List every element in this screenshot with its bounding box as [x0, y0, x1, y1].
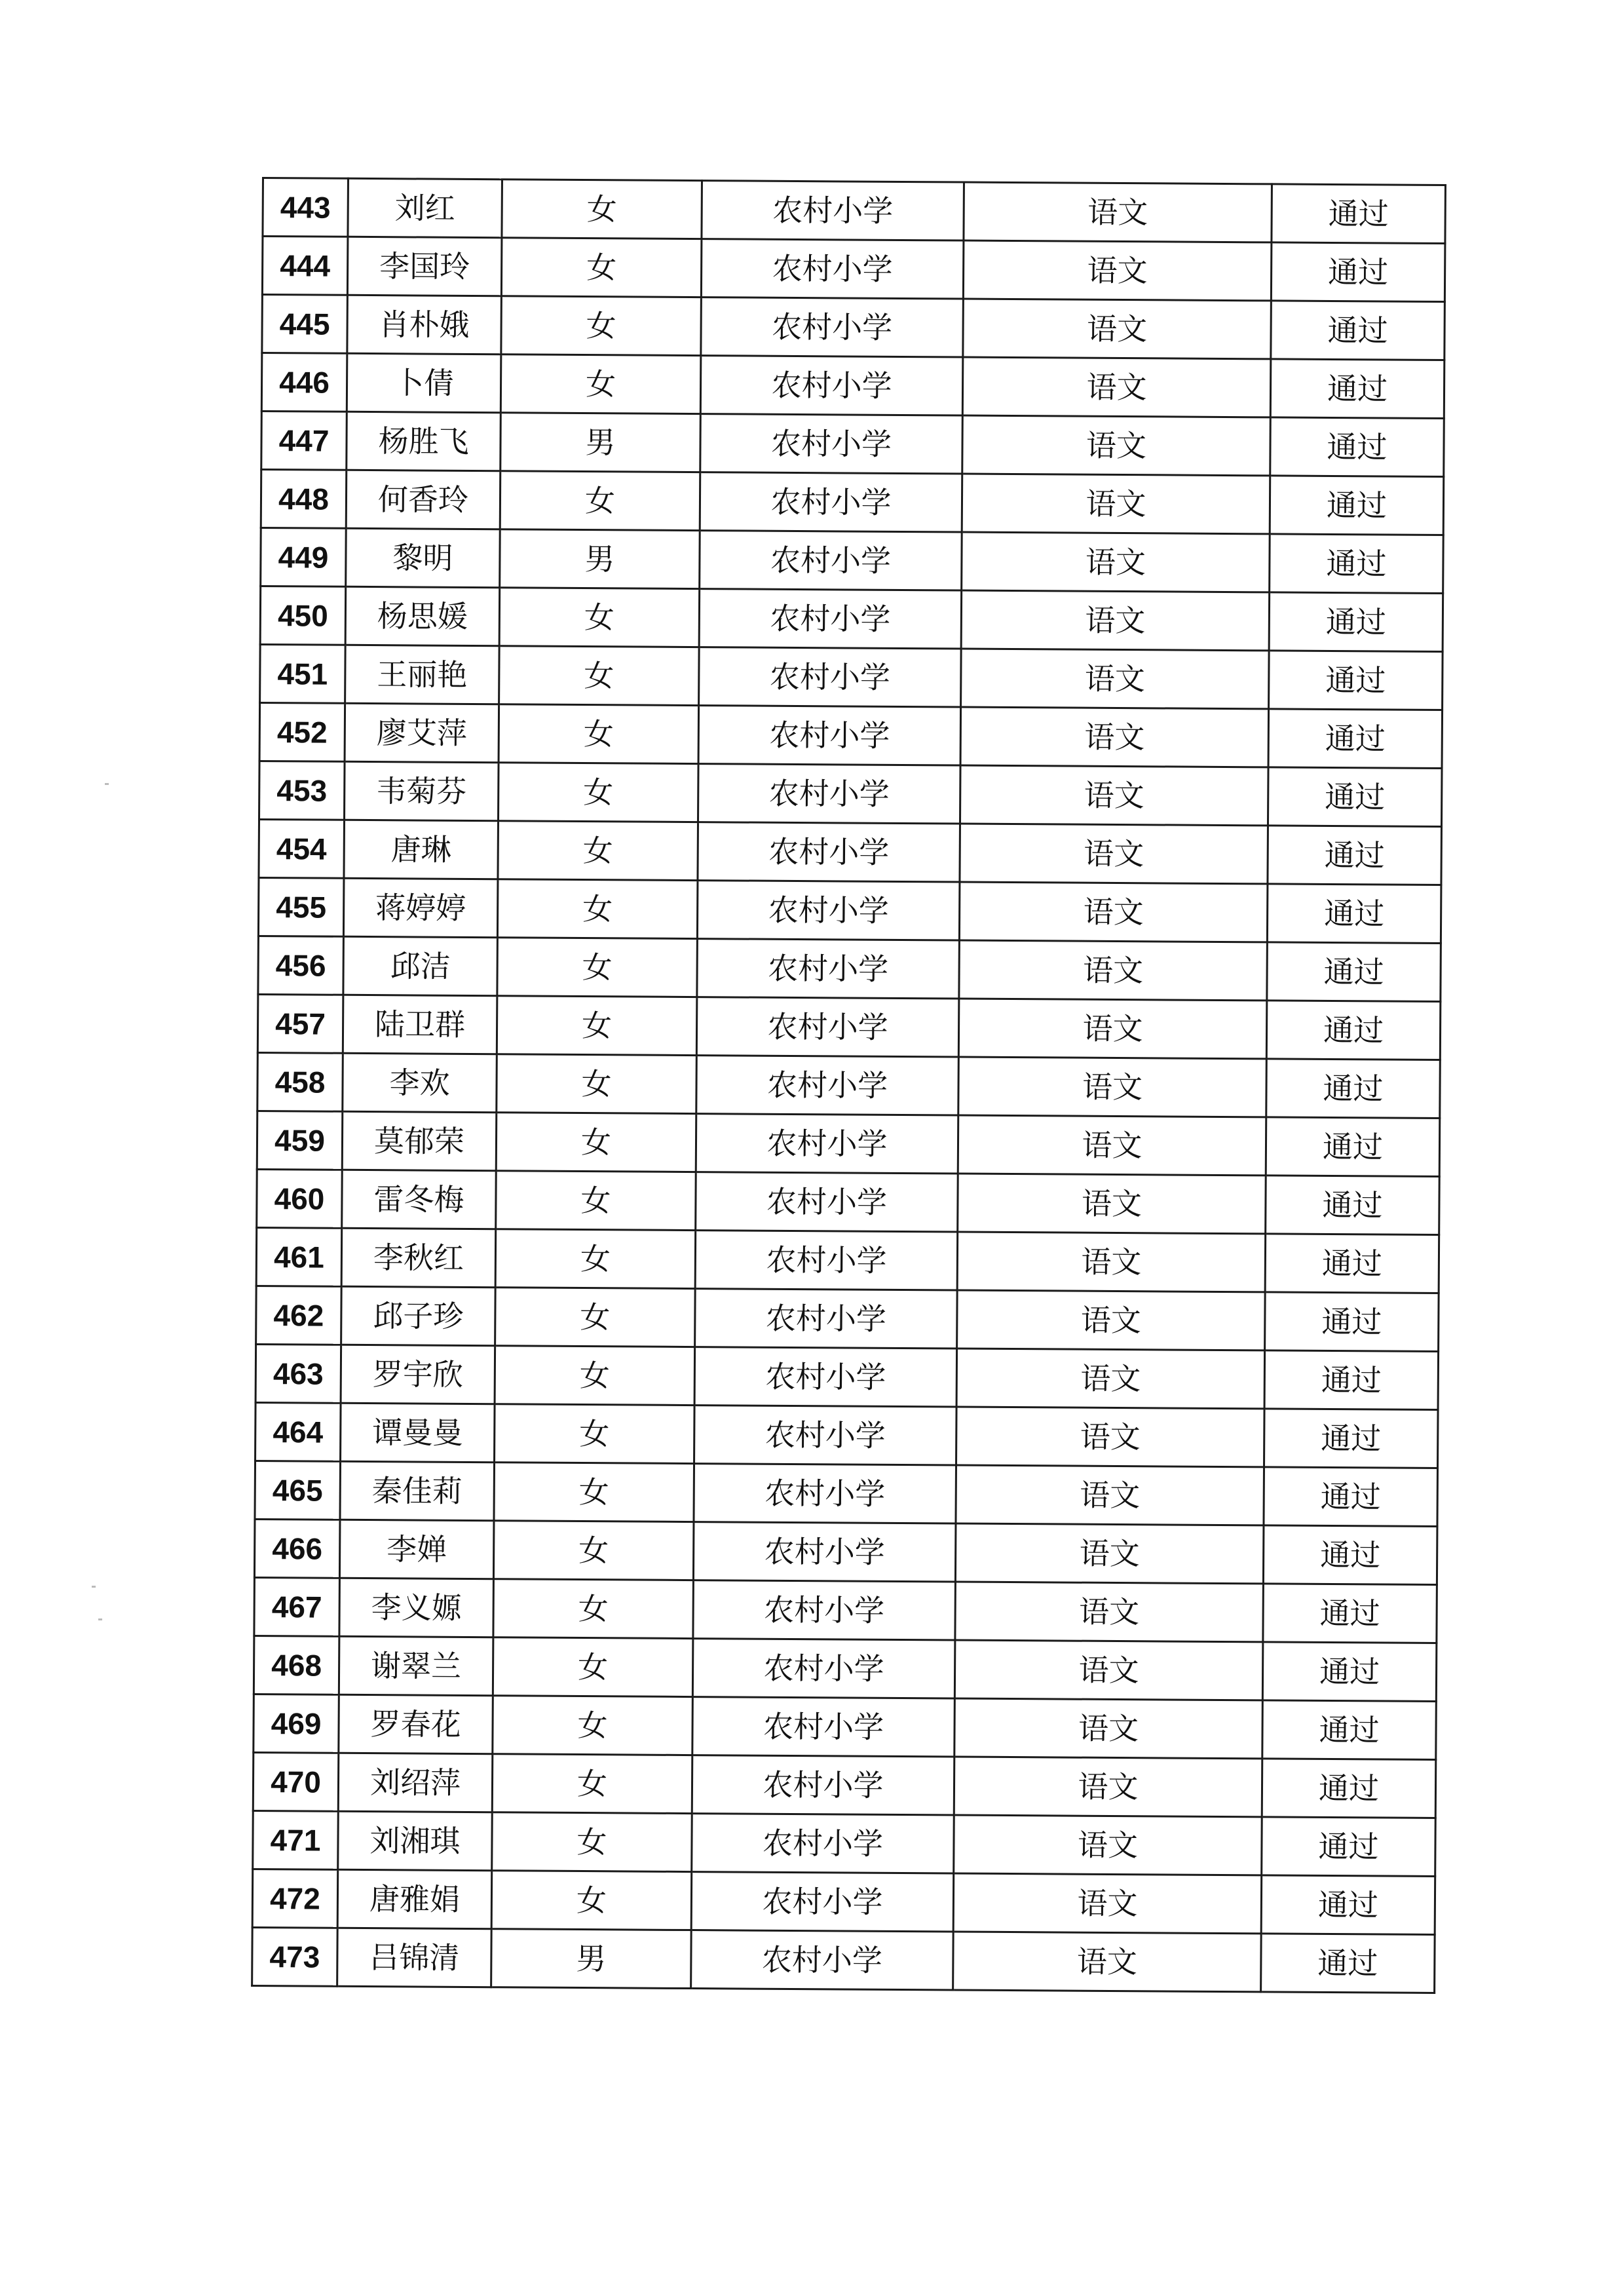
table-row [252, 1869, 1435, 1934]
row-number: 446 [261, 353, 347, 412]
subject-cell: 语文 [959, 882, 1268, 942]
subject-cell: 语文 [964, 182, 1272, 242]
table-row [252, 1927, 1435, 1993]
subject-cell: 语文 [957, 1232, 1266, 1292]
school-type-cell: 农村小学 [696, 1056, 959, 1115]
row-number: 464 [255, 1402, 341, 1461]
result-table-body [252, 178, 1446, 1993]
subject-cell: 语文 [960, 765, 1268, 826]
subject-cell: 语文 [956, 1407, 1265, 1467]
subject-cell: 语文 [953, 1873, 1262, 1934]
gender-cell: 女 [497, 1054, 697, 1114]
candidate-name: 吕锦清 [337, 1928, 492, 1987]
subject-cell: 语文 [963, 299, 1272, 359]
candidate-name: 邱子珍 [341, 1286, 496, 1345]
school-type-cell: 农村小学 [700, 531, 962, 590]
result-cell: 通过 [1262, 1700, 1437, 1760]
table-row [254, 1577, 1437, 1643]
candidate-name: 刘绍萍 [338, 1753, 493, 1812]
row-number: 444 [262, 237, 348, 296]
subject-cell: 语文 [956, 1349, 1265, 1409]
scan-speck [92, 1586, 96, 1588]
gender-cell: 女 [495, 1288, 696, 1347]
subject-cell: 语文 [955, 1523, 1264, 1584]
school-type-cell: 农村小学 [698, 764, 960, 824]
candidate-name: 陆卫群 [343, 995, 497, 1054]
school-type-cell: 农村小学 [702, 181, 964, 240]
gender-cell: 女 [497, 938, 698, 997]
subject-cell: 语文 [958, 1115, 1266, 1176]
result-cell: 通过 [1270, 534, 1444, 594]
candidate-name: 李义嫄 [339, 1578, 494, 1637]
gender-cell: 女 [499, 588, 700, 647]
subject-cell: 语文 [954, 1640, 1263, 1700]
row-number: 465 [255, 1461, 341, 1520]
candidate-name: 秦佳莉 [340, 1461, 495, 1520]
school-type-cell: 农村小学 [692, 1814, 954, 1873]
school-type-cell: 农村小学 [691, 1872, 954, 1932]
result-cell: 通过 [1263, 1525, 1437, 1585]
subject-cell: 语文 [961, 590, 1270, 651]
gender-cell: 女 [500, 354, 701, 414]
table-row [261, 353, 1445, 419]
gender-cell: 女 [499, 704, 699, 764]
table-row [259, 761, 1443, 826]
candidate-name: 李欢 [343, 1053, 497, 1112]
school-type-cell: 农村小学 [693, 1522, 956, 1582]
subject-cell: 语文 [959, 940, 1268, 1001]
subject-cell: 语文 [960, 824, 1268, 884]
gender-cell: 女 [492, 1812, 692, 1872]
school-type-cell: 农村小学 [698, 706, 961, 765]
candidate-name: 杨思媛 [345, 586, 500, 645]
candidate-name: 蒋婷婷 [343, 878, 498, 937]
row-number: 461 [256, 1227, 342, 1286]
school-type-cell: 农村小学 [692, 1755, 954, 1815]
gender-cell: 女 [496, 1113, 696, 1172]
subject-cell: 语文 [955, 1582, 1264, 1642]
candidate-name: 雷冬梅 [342, 1170, 497, 1229]
result-cell: 通过 [1266, 1176, 1440, 1235]
table-row [260, 586, 1443, 651]
table-row [257, 1169, 1440, 1234]
school-type-cell: 农村小学 [696, 997, 959, 1057]
candidate-name: 韦菊芬 [345, 761, 499, 820]
result-cell: 通过 [1265, 1292, 1439, 1352]
gender-cell: 女 [495, 1404, 695, 1464]
candidate-name: 谭曼曼 [341, 1403, 495, 1462]
candidate-name: 杨胜飞 [347, 411, 501, 470]
table-row [262, 295, 1445, 360]
row-number: 460 [257, 1169, 343, 1228]
result-cell: 通过 [1268, 709, 1443, 769]
candidate-name: 罗宇欣 [341, 1345, 495, 1404]
candidate-name: 李秋红 [341, 1228, 496, 1287]
row-number: 454 [259, 819, 345, 878]
row-number: 459 [257, 1111, 343, 1170]
subject-cell: 语文 [954, 1815, 1262, 1875]
row-number: 463 [255, 1344, 341, 1403]
table-row [255, 1461, 1438, 1526]
gender-cell: 女 [501, 238, 702, 297]
subject-cell: 语文 [954, 1698, 1263, 1759]
row-number: 455 [258, 877, 344, 936]
table-row [263, 178, 1446, 244]
subject-cell: 语文 [958, 1174, 1266, 1234]
gender-cell: 女 [493, 1637, 693, 1697]
result-cell: 通过 [1261, 1934, 1435, 1993]
table-row [259, 819, 1442, 885]
result-cell: 通过 [1262, 1642, 1437, 1702]
gender-cell: 女 [502, 180, 702, 239]
row-number: 447 [261, 411, 347, 470]
row-number: 448 [261, 470, 347, 529]
row-number: 452 [259, 702, 345, 761]
result-cell: 通过 [1264, 1467, 1438, 1527]
school-type-cell: 农村小学 [701, 239, 964, 299]
table-row [253, 1810, 1436, 1876]
result-cell: 通过 [1271, 301, 1445, 360]
school-type-cell: 农村小学 [695, 1289, 958, 1349]
row-number: 462 [256, 1286, 342, 1345]
gender-cell: 女 [496, 1171, 696, 1231]
school-type-cell: 农村小学 [694, 1464, 956, 1523]
result-cell: 通过 [1269, 651, 1443, 710]
gender-cell: 女 [493, 1521, 694, 1580]
scan-speck [98, 1618, 102, 1620]
candidate-name: 黎明 [346, 528, 500, 587]
row-number: 443 [263, 178, 349, 237]
gender-cell: 女 [497, 996, 697, 1056]
row-number: 458 [257, 1052, 343, 1111]
school-type-cell: 农村小学 [701, 297, 964, 357]
school-type-cell: 农村小学 [692, 1639, 955, 1698]
subject-cell: 语文 [961, 649, 1270, 709]
candidate-name: 李国玲 [347, 237, 502, 296]
candidate-name: 邱洁 [343, 936, 498, 995]
result-cell: 通过 [1264, 1350, 1439, 1410]
row-number: 472 [252, 1869, 338, 1928]
subject-cell: 语文 [958, 1057, 1267, 1117]
table-row [254, 1519, 1437, 1584]
result-cell: 通过 [1265, 1234, 1439, 1293]
gender-cell: 女 [491, 1871, 692, 1930]
school-type-cell: 农村小学 [700, 472, 962, 532]
school-type-cell: 农村小学 [691, 1930, 954, 1990]
candidate-name: 卜倩 [347, 353, 501, 412]
table-row [255, 1402, 1439, 1468]
result-cell: 通过 [1269, 592, 1443, 652]
result-cell: 通过 [1272, 184, 1446, 244]
gender-cell: 女 [494, 1463, 694, 1522]
table-row [260, 644, 1443, 710]
candidate-name: 刘红 [348, 178, 502, 237]
result-table [251, 177, 1446, 1994]
school-type-cell: 农村小学 [696, 1172, 958, 1232]
row-number: 457 [257, 994, 343, 1053]
candidate-name: 刘湘琪 [338, 1811, 493, 1870]
gender-cell: 女 [498, 821, 698, 881]
table-row [254, 1636, 1437, 1701]
table-row [261, 527, 1444, 593]
gender-cell: 女 [497, 879, 698, 939]
table-row [254, 1694, 1437, 1759]
gender-cell: 女 [493, 1579, 694, 1639]
result-cell: 通过 [1268, 767, 1442, 827]
school-type-cell: 农村小学 [697, 881, 960, 940]
candidate-name: 唐琳 [344, 820, 499, 879]
result-cell: 通过 [1267, 942, 1441, 1002]
table-row [261, 411, 1445, 477]
result-cell: 通过 [1263, 1584, 1437, 1643]
row-number: 468 [254, 1636, 339, 1694]
subject-cell: 语文 [962, 474, 1270, 534]
table-row [261, 470, 1444, 535]
result-cell: 通过 [1270, 417, 1445, 477]
gender-cell: 女 [493, 1696, 693, 1755]
gender-cell: 女 [501, 296, 702, 356]
table-row [257, 1052, 1441, 1118]
row-number: 450 [260, 586, 346, 645]
table-row [253, 1752, 1436, 1818]
gender-cell: 女 [495, 1229, 696, 1289]
subject-cell: 语文 [957, 1290, 1266, 1350]
result-cell: 通过 [1262, 1759, 1436, 1818]
subject-cell: 语文 [954, 1757, 1262, 1817]
table-row [256, 1286, 1439, 1351]
table-row [262, 237, 1445, 302]
table-row [257, 1111, 1440, 1176]
table-row [258, 936, 1441, 1001]
result-cell: 通过 [1270, 359, 1445, 419]
school-type-cell: 农村小学 [692, 1697, 955, 1757]
subject-cell: 语文 [962, 415, 1271, 476]
subject-cell: 语文 [962, 532, 1270, 592]
school-type-cell: 农村小学 [700, 414, 963, 474]
result-cell: 通过 [1267, 884, 1441, 944]
result-cell: 通过 [1261, 1875, 1435, 1935]
subject-cell: 语文 [962, 357, 1271, 417]
school-type-cell: 农村小学 [699, 647, 962, 707]
school-type-cell: 农村小学 [694, 1347, 957, 1407]
result-cell: 通过 [1266, 1117, 1440, 1177]
candidate-name: 莫郁荣 [342, 1111, 497, 1170]
candidate-name: 李婵 [339, 1520, 494, 1578]
result-cell: 通过 [1270, 476, 1444, 535]
subject-cell: 语文 [963, 240, 1272, 301]
table-row [256, 1227, 1439, 1293]
school-type-cell: 农村小学 [693, 1580, 956, 1640]
row-number: 473 [252, 1927, 338, 1986]
result-cell: 通过 [1262, 1817, 1436, 1877]
result-cell: 通过 [1268, 826, 1442, 885]
table-row [259, 702, 1443, 768]
row-number: 466 [254, 1519, 340, 1578]
subject-cell: 语文 [956, 1465, 1264, 1525]
table-row [255, 1344, 1439, 1409]
gender-cell: 女 [492, 1754, 692, 1814]
gender-cell: 男 [491, 1929, 692, 1989]
school-type-cell: 农村小学 [697, 939, 960, 999]
row-number: 449 [261, 527, 347, 586]
candidate-name: 唐雅娟 [337, 1869, 492, 1928]
result-cell: 通过 [1271, 242, 1445, 302]
gender-cell: 男 [500, 413, 701, 472]
row-number: 471 [253, 1810, 339, 1869]
gender-cell: 女 [495, 1346, 695, 1406]
row-number: 453 [259, 761, 345, 820]
result-cell: 通过 [1266, 1059, 1441, 1119]
candidate-name: 肖朴娥 [347, 295, 502, 354]
candidate-name: 谢翠兰 [339, 1636, 493, 1695]
row-number: 469 [254, 1694, 339, 1753]
result-cell: 通过 [1266, 1001, 1441, 1060]
gender-cell: 女 [500, 471, 700, 531]
subject-cell: 语文 [960, 707, 1269, 767]
table-row [257, 994, 1441, 1060]
table-row [258, 877, 1441, 943]
gender-cell: 男 [500, 529, 700, 589]
gender-cell: 女 [499, 646, 700, 706]
subject-cell: 语文 [958, 999, 1267, 1059]
school-type-cell: 农村小学 [699, 589, 962, 649]
candidate-name: 何香玲 [346, 470, 500, 529]
school-type-cell: 农村小学 [696, 1114, 958, 1174]
school-type-cell: 农村小学 [700, 356, 963, 415]
scan-speck [105, 783, 109, 785]
row-number: 470 [253, 1752, 339, 1811]
school-type-cell: 农村小学 [698, 822, 960, 882]
result-cell: 通过 [1264, 1409, 1439, 1468]
candidate-name: 王丽艳 [345, 645, 500, 704]
row-number: 445 [262, 295, 348, 354]
school-type-cell: 农村小学 [695, 1231, 958, 1290]
row-number: 467 [254, 1577, 340, 1636]
row-number: 451 [260, 644, 346, 703]
row-number: 456 [258, 936, 344, 995]
gender-cell: 女 [499, 763, 699, 822]
school-type-cell: 农村小学 [694, 1406, 957, 1465]
candidate-name: 罗春花 [339, 1694, 493, 1753]
candidate-name: 廖艾萍 [345, 703, 499, 762]
subject-cell: 语文 [953, 1932, 1262, 1992]
